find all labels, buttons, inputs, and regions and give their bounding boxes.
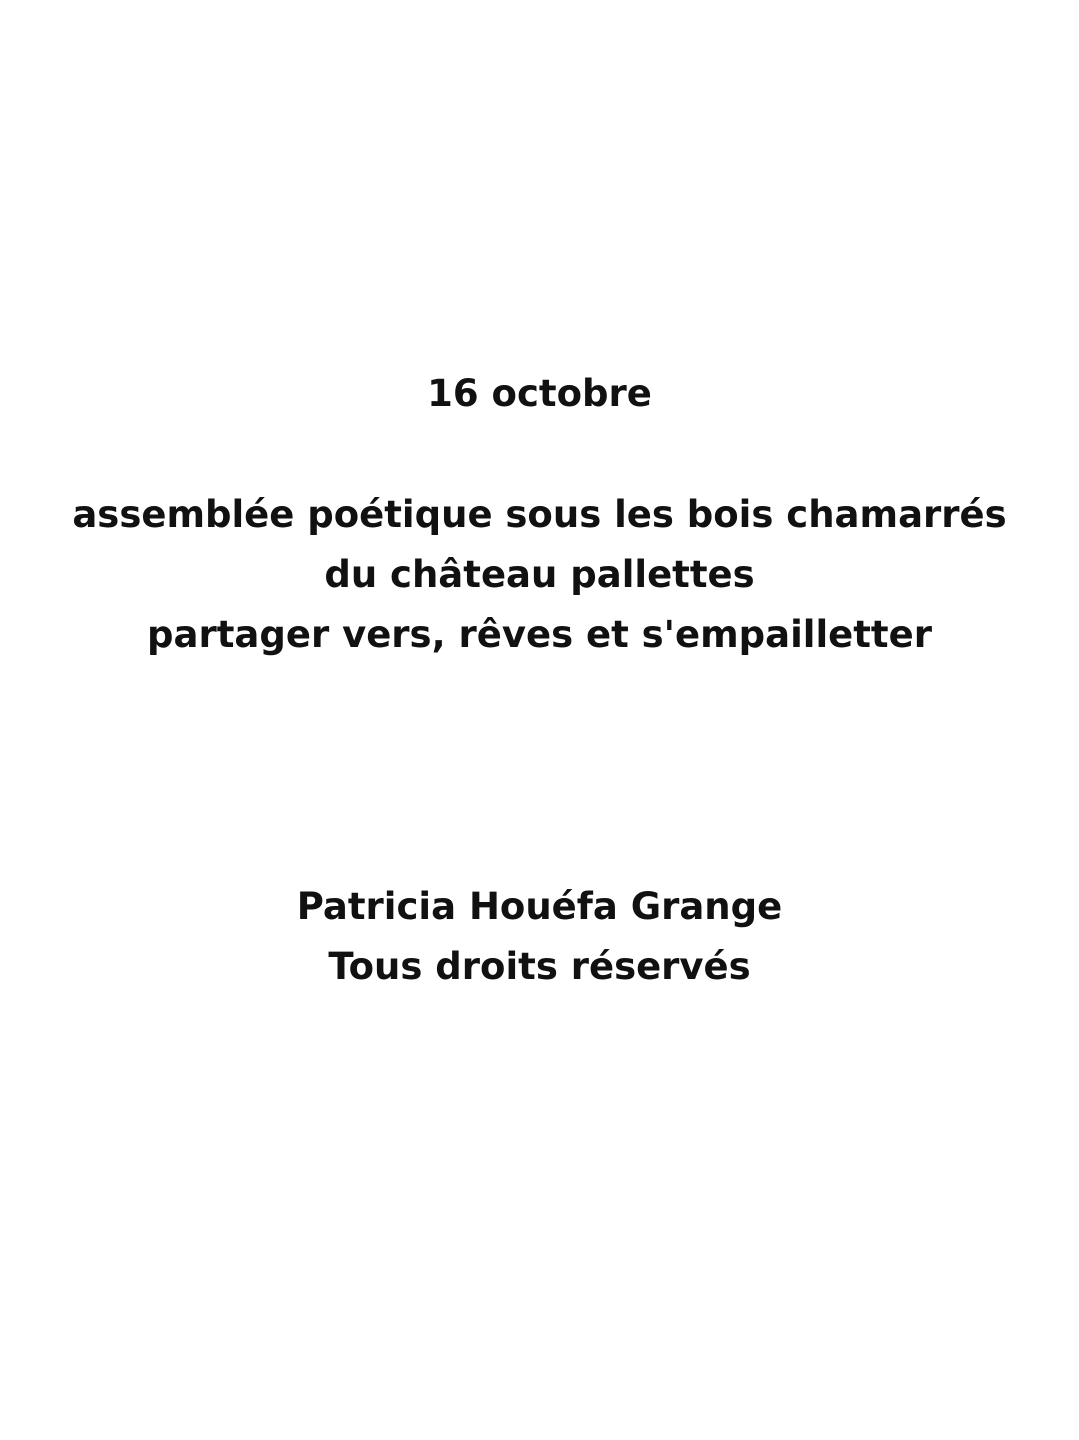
poem-line: assemblée poétique sous les bois chamarrés: [72, 493, 1007, 536]
date-heading: 16 octobre: [427, 372, 652, 415]
poem-line: du château pallettes: [324, 553, 755, 596]
copyright-notice: Tous droits réservés: [328, 945, 751, 988]
poem-line: partager vers, rêves et s'empailletter: [147, 613, 932, 656]
author-name: Patricia Houéfa Grange: [296, 885, 783, 928]
